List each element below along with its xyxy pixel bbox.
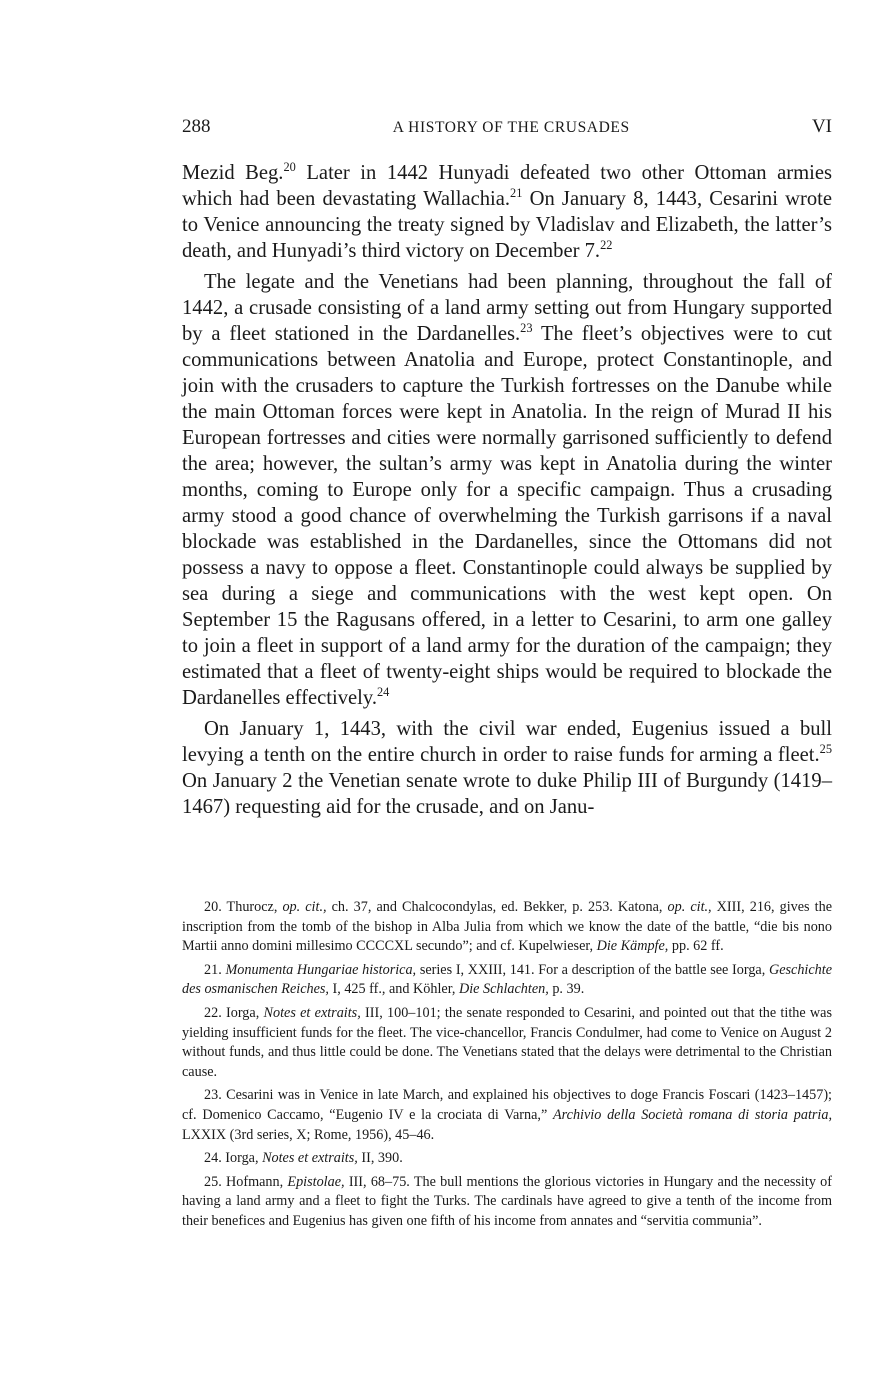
footnote-ref-25: 25 — [819, 741, 832, 756]
page-number: 288 — [182, 116, 211, 137]
footnote-24: 24. Iorga, Notes et extraits, II, 390. — [204, 1150, 403, 1167]
footnotes — [182, 898, 832, 1236]
running-header — [182, 116, 832, 140]
footnote-21: 21. Monumenta Hungariae historica, series I, XXIII, 141. For a description of the battle see Iorga, Geschichte des osmanischen Reiches, I, 425 ff., and Köhler, Die Schlachten, p. 39. — [182, 961, 832, 998]
paragraph-2: The legate and the Venetians had been planning, throughout the fall of 1442, a crusade consisting of a land army setting out from Hungary supported by a fleet stationed in the Dardanelles.$^{23}$ The fleet’s objectives were to cut communications between Anatolia and Europe, protect Constantinople, and join with the crusaders to capture the Turkish fortresses on the Danube while the main Ottoman forces were kept in Anatolia. In the reign of Murad II his European fortresses and cities were normally garrisoned sufficiently to defend the area; however, the sultan’s army was kept in Anatolia during the winter months, coming to Europe only for a specific campaign. Thus a crusading army stood a good chance of overwhelming the Turkish garrisons if a naval blockade was established in the Dardanelles, since the Ottomans did not possess a navy to oppose a fleet. Constantinople could always be supplied by sea during a siege and communications with the west kept open. On September 15 the Ragusans offered, in a letter to Cesarini, to arm one galley to join a fleet in support of a land army for the duration of the campaign; they estimated that a fleet of twenty-eight ships would be required to blockade the Dardanelles effectively.$^{24}$ — [182, 271, 832, 709]
footnote-ref-21: 21 — [510, 185, 523, 200]
footnote-20: 20. Thurocz, op. cit., ch. 37, and Chalcocondylas, ed. Bekker, p. 253. Katona, op. cit., XIII, 216, gives the inscription from the tomb of the bishop in Alba Julia from which we know the date of the battle, “die bis nono Martii anno domini millesimo CCCCXL secundo”; and cf. Kupelwieser, Die Kämpfe, pp. 62 ff. — [182, 899, 832, 955]
paragraph-1: Mezid Beg.$^{20}$ Later in 1442 Hunyadi defeated two other Ottoman armies which had been devastating Wallachia.$^{21}$ On January 8, 1443, Cesarini wrote to Venice announcing the treaty signed by Vladislav and Elizabeth, the latter’s death, and Hunyadi’s third victory on December 7.22 — [182, 159, 832, 262]
footnote-ref-23: 23 — [520, 320, 533, 335]
footnote-ref-20: 20 — [283, 159, 296, 174]
footnote-23: 23. Cesarini was in Venice in late March, and explained his objectives to doge Francis Foscari (1423–1457); cf. Domenico Caccamo, “Eugenio IV e la crociata di Varna,” Archivio della Società romana di storia patria, LXXIX (3rd series, X; Rome, 1956), 45–46. — [182, 1087, 832, 1143]
footnote-25: 25. Hofmann, Epistolae, III, 68–75. The bull mentions the glorious victories in Hungary and the necessity of having a land army and a fleet to fight the Turks. The cardinals have agreed to give a tenth of the income from their benefices and Eugenius has given one fifth of his income from annates and “servitia communia”. — [182, 1173, 832, 1229]
footnote-ref-24: 24 — [376, 684, 390, 699]
footnote-ref-22: 22 — [600, 237, 613, 252]
running-title: A HISTORY OF THE CRUSADES — [392, 119, 630, 136]
footnote-22: 22. Iorga, Notes et extraits, III, 100–101; the senate responded to Cesarini, and pointed out that the tithe was yielding insufficient funds for the fleet. The vice-chancellor, Francis Condulmer, had come to Venice on August 2 without funds, and thus little could be done. The Venetians stated that the delays were detrimental to the Christian cause. — [182, 1004, 832, 1080]
main-text — [182, 160, 832, 820]
paragraph-3: On January 1, 1443, with the civil war ended, Eugenius issued a bull levying a tenth on the entire church in order to raise funds for arming a fleet.$^{25}$ On January 2 the Venetian senate wrote to duke Philip III of Burgundy (1419–1467) requesting aid for the crusade, and on Janu- — [182, 718, 832, 818]
volume-number: VI — [811, 116, 832, 137]
